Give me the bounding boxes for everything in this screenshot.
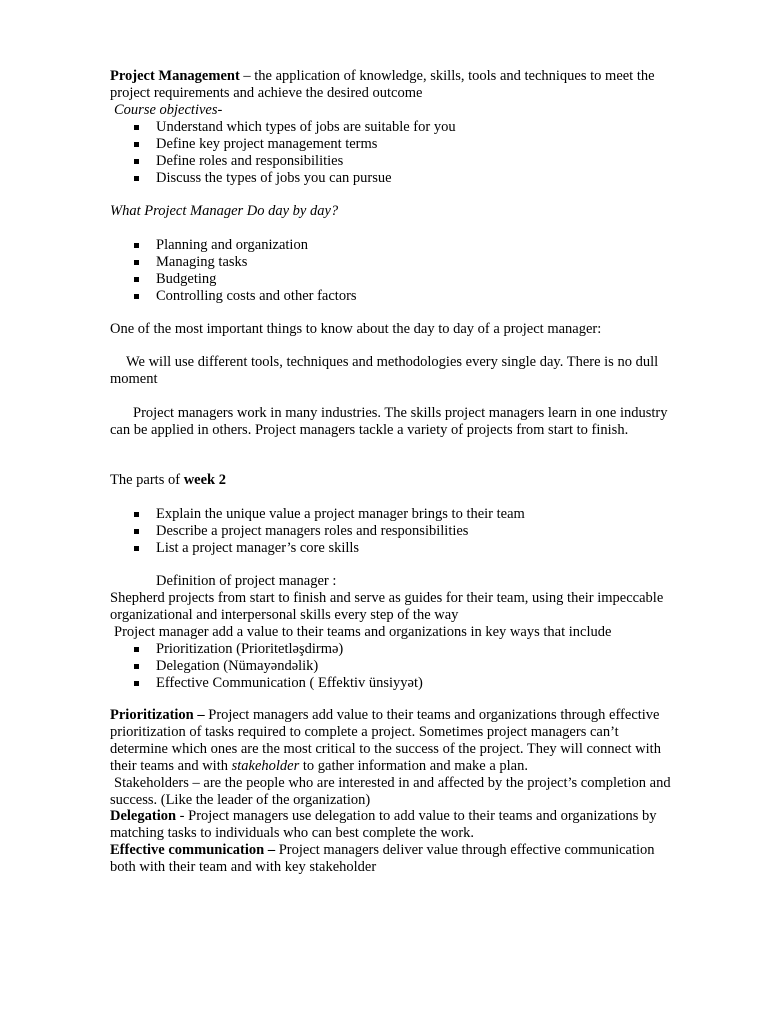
list-item: Define key project management terms xyxy=(0,136,700,153)
delegation-term: Delegation xyxy=(110,808,177,824)
definition-paragraph xyxy=(110,573,710,641)
week2-heading xyxy=(110,472,710,489)
course-objectives-heading-text: Course objectives- xyxy=(114,102,223,118)
prioritization-line-1 xyxy=(110,707,710,724)
effective-communication-line-1 xyxy=(110,842,710,859)
delegation-line-1-text: - Project managers use delegation to add value to their teams and organizations by xyxy=(176,808,657,824)
prioritization-line-4-pre: their teams and with xyxy=(110,758,232,774)
prioritization-line-3: determine which ones are the most critical to the success of the project. They will connect with xyxy=(110,741,661,757)
delegation-paragraph xyxy=(110,808,710,842)
list-item: Budgeting xyxy=(0,271,700,288)
tools-line-2: moment xyxy=(110,371,158,387)
list-item: Managing tasks xyxy=(0,254,700,271)
delegation-line-1 xyxy=(110,808,710,825)
effective-communication-term: Effective communication – xyxy=(110,842,276,858)
tools-line-1: We will use different tools, techniques and methodologies every single day. There is no dull xyxy=(126,354,659,370)
prioritization-line-1-text: Project managers add value to their teams and organizations through effective xyxy=(204,707,660,723)
prioritization-term: Prioritization – xyxy=(110,707,205,723)
effective-communication-line-1-text: Project managers deliver value through effective communication xyxy=(275,842,655,858)
definition-line-1: Shepherd projects from start to finish and serve as guides for their team, using their impeccable xyxy=(110,590,664,606)
tools-paragraph xyxy=(110,354,710,388)
definition-line-2: organizational and interpersonal skills every step of the way xyxy=(110,607,459,623)
list-item: Prioritization (Prioritetləşdirmə) xyxy=(0,641,700,658)
list-item: Delegation (Nümayəndəlik) xyxy=(0,658,700,675)
intro-title: Project Management xyxy=(110,68,240,84)
course-objectives-heading xyxy=(114,102,714,119)
prioritization-paragraph xyxy=(110,707,710,809)
delegation-line-2: matching tasks to individuals who can best complete the work. xyxy=(110,825,475,841)
prioritization-line-2: prioritization of tasks required to complete a project. Sometimes project managers can’t xyxy=(110,724,619,740)
important-things-paragraph: One of the most important things to know about the day to day of a project manager: xyxy=(110,321,602,337)
industries-paragraph xyxy=(110,405,710,439)
week2-prefix: The parts of xyxy=(110,472,184,488)
week2-list xyxy=(0,506,700,557)
list-item: Understand which types of jobs are suitable for you xyxy=(0,119,700,136)
list-item: List a project manager’s core skills xyxy=(0,540,700,557)
list-item: Discuss the types of jobs you can pursue xyxy=(0,170,700,187)
intro-line-1 xyxy=(110,68,710,85)
list-item: Define roles and responsibilities xyxy=(0,153,700,170)
day-by-day-heading-text: What Project Manager Do day by day? xyxy=(110,203,339,219)
definition-list xyxy=(0,641,700,692)
day-by-day-heading xyxy=(110,203,710,220)
day-by-day-list xyxy=(0,237,700,305)
effective-communication-paragraph xyxy=(110,842,710,876)
list-item: Explain the unique value a project manager brings to their team xyxy=(0,506,700,523)
intro-paragraph xyxy=(110,68,710,102)
list-item: Describe a project managers roles and responsibilities xyxy=(0,523,700,540)
week2-bold: week 2 xyxy=(183,472,226,488)
prioritization-line-4-post: to gather information and make a plan. xyxy=(299,758,528,774)
intro-line-1-text: – the application of knowledge, skills, tools and techniques to meet the xyxy=(239,68,655,84)
prioritization-stakeholder-italic: stakeholder xyxy=(231,758,300,774)
prioritization-line-4 xyxy=(110,758,710,775)
list-item: Effective Communication ( Effektiv ünsiyyət) xyxy=(0,675,700,692)
stakeholders-line-2: success. (Like the leader of the organization) xyxy=(110,792,371,808)
list-item: Planning and organization xyxy=(0,237,700,254)
intro-line-2: project requirements and achieve the desired outcome xyxy=(110,85,423,101)
industries-line-1: Project managers work in many industries. The skills project managers learn in one industry xyxy=(133,405,668,421)
industries-line-2: can be applied in others. Project managers tackle a variety of projects from start to finish. xyxy=(110,422,629,438)
stakeholders-line-1: Stakeholders – are the people who are interested in and affected by the project’s completion and xyxy=(114,775,671,791)
list-item: Controlling costs and other factors xyxy=(0,288,700,305)
effective-communication-line-2: both with their team and with key stakeholder xyxy=(110,859,377,875)
definition-heading: Definition of project manager : xyxy=(156,573,337,589)
course-objectives-list xyxy=(0,119,700,187)
definition-line-3: Project manager add a value to their teams and organizations in key ways that include xyxy=(114,624,612,640)
